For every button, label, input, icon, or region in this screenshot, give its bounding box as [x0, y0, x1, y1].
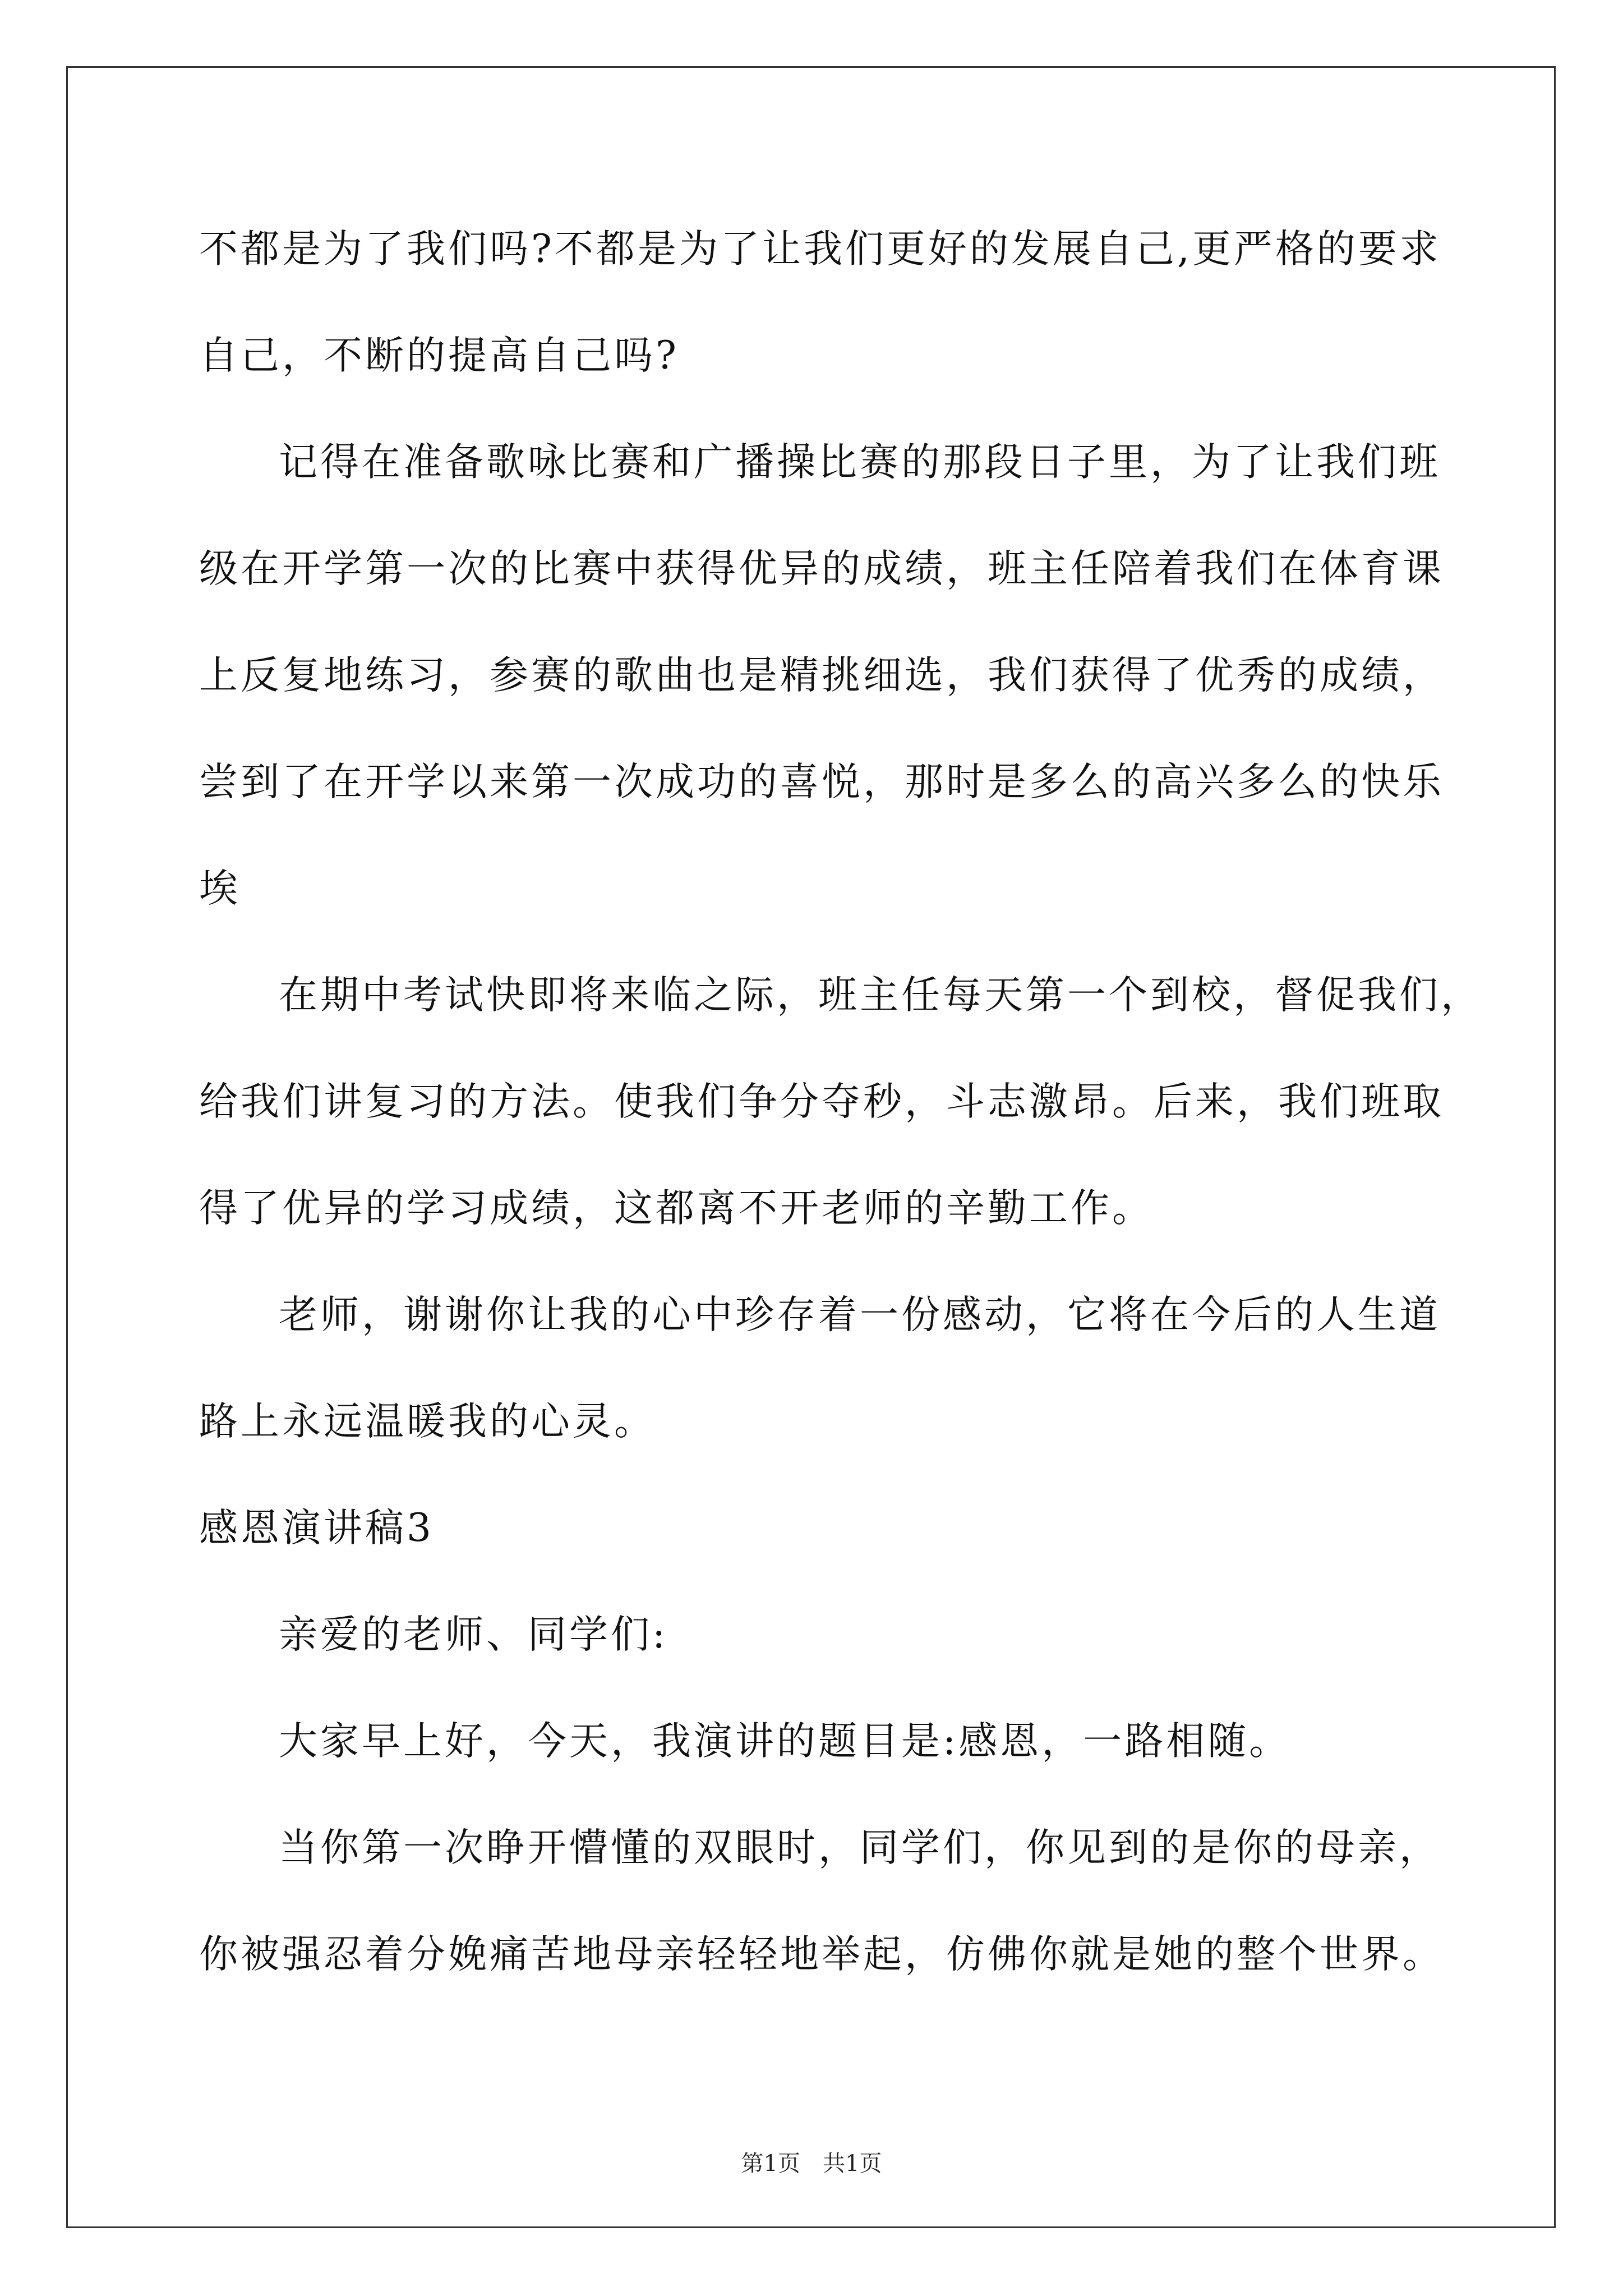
text-line: 在期中考试快即将来临之际，班主任每天第一个到校，督促我们， [279, 973, 1482, 1018]
text-line: 埃 [199, 866, 241, 911]
text-line: 尝到了在开学以来第一次成功的喜悦，那时是多么的高兴多么的快乐 [199, 760, 1444, 804]
text-line: 当你第一次睁开懵懂的双眼时，同学们，你见到的是你的母亲， [279, 1825, 1441, 1870]
page-border [66, 66, 1556, 2228]
page-footer: 第1页 共1页 [741, 2151, 882, 2177]
section-heading: 感恩演讲稿3 [199, 1506, 434, 1550]
text-line: 你被强忍着分娩痛苦地母亲轻轻地举起，仿佛你就是她的整个世界。 [199, 1932, 1444, 1977]
text-line: 大家早上好，今天，我演讲的题目是:感恩，一路相随。 [279, 1719, 1291, 1764]
text-line: 不都是为了我们吗?不都是为了让我们更好的发展自己,更严格的要求 [199, 227, 1441, 272]
text-line: 级在开学第一次的比赛中获得优异的成绩，班主任陪着我们在体育课 [199, 546, 1444, 591]
text-line: 亲爱的老师、同学们: [279, 1612, 668, 1657]
text-line: 路上永远温暖我的心灵。 [199, 1399, 656, 1444]
text-line: 得了优异的学习成绩，这都离不开老师的辛勤工作。 [199, 1186, 1154, 1231]
text-line: 自己，不断的提高自己吗? [199, 333, 679, 378]
text-line: 记得在准备歌咏比赛和广播操比赛的那段日子里，为了让我们班 [279, 440, 1441, 485]
text-line: 给我们讲复习的方法。使我们争分夺秒，斗志激昂。后来，我们班取 [199, 1079, 1444, 1124]
text-line: 老师，谢谢你让我的心中珍存着一份感动，它将在今后的人生道 [279, 1292, 1441, 1337]
text-line: 上反复地练习，参赛的歌曲也是精挑细选，我们获得了优秀的成绩， [199, 653, 1444, 698]
